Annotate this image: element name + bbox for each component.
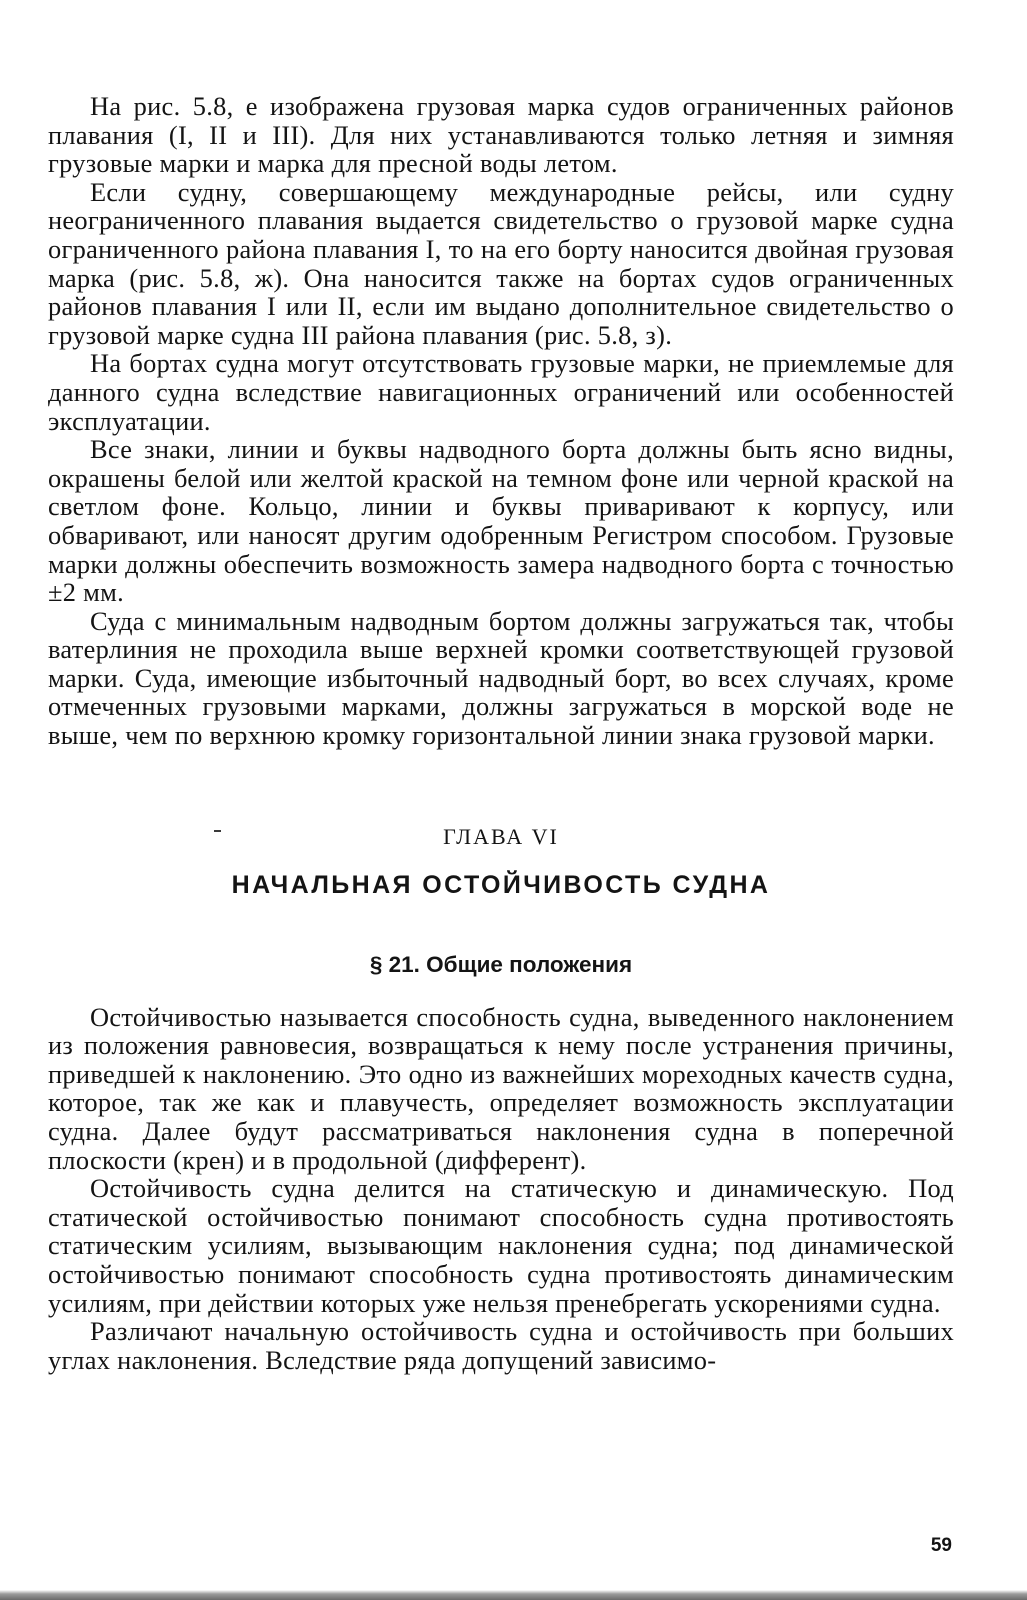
print-speck bbox=[214, 830, 221, 832]
page-number: 59 bbox=[930, 1535, 952, 1556]
paragraph-initial-stability: Различают начальную остойчивость судна и остойчивость при больших углах наклонения. Вследствие ряда допущений зависимо- bbox=[48, 1316, 954, 1375]
paragraph-absent-load-marks: На бортах судна могут отсутствовать грузовые марки, не приемлемые для данного судна вследствие навигационных ограничений или особенностей эксплуатации. bbox=[48, 348, 954, 436]
paragraph-double-load-mark: Если судну, совершающему международные рейсы, или судну неограниченного плавания выдается свидетельство о грузовой марке судна ограниченного района плавания I, то на его борту наносится двойная грузовая марка (рис. 5.8, ж). Она наносится также на бортах судов ограниченных районов плавания I или II, если им выдано дополнительное свидетельство о грузовой марке судна III района плавания (рис. 5.8, з). bbox=[48, 176, 954, 350]
paragraph-static-dynamic-stability: Остойчивость судна делится на статическую и динамическую. Под статической остойчивостью понимают способность судна противостоять статическим усилиям, вызывающим наклонения судна; под динамической остойчивостью понимают способность судна противостоять динамическим усилиям, при действии которых уже нельзя пренебрегать ускорениями судна. bbox=[48, 1173, 954, 1318]
chapter-label: ГЛАВА VI bbox=[443, 823, 559, 849]
section-title: § 21. Общие положения bbox=[369, 951, 633, 977]
paragraph-marking-requirements: Все знаки, линии и буквы надводного борта должны быть ясно видны, окрашены белой или желтой краской на темном фоне или черной краской на светлом фоне. Кольцо, линии и буквы приваривают к корпусу, или обваривают, или наносят другим одобренным Регистром способом. Грузовые марки должны обеспечить возможность замера надводного борта с точностью ±2 мм. bbox=[48, 434, 954, 608]
paragraph-stability-definition: Остойчивостью называется способность судна, выведенного наклонением из положения равновесия, возвращаться к нему после устранения причины, приведшей к наклонению. Это одно из важнейших мореходных качеств судна, которое, так же как и плавучесть, определяет возможность эксплуатации судна. Далее будут рассматриваться наклонения судна в поперечной плоскости (крен) и в продольной (дифферент). bbox=[48, 1001, 954, 1175]
paragraph-loading-rules: Суда с минимальным надводным бортом должны загружаться так, чтобы ватерлиния не проходила выше верхней кромки соответствующей грузовой марки. Суда, имеющие избыточный надводный борт, во всех случаях, кроме отмеченных грузовыми марками, должны загружаться в морской воде не выше, чем по верхнюю кромку горизонтальной линии знака грузовой марки. bbox=[48, 605, 954, 751]
chapter-spacer bbox=[48, 750, 954, 823]
chapter-title: НАЧАЛЬНАЯ ОСТОЙЧИВОСТЬ СУДНА bbox=[231, 870, 771, 899]
book-page bbox=[48, 92, 954, 1374]
scan-bottom-edge bbox=[0, 1590, 1027, 1600]
paragraph-load-marks-limited-areas: На рис. 5.8, е изображена грузовая марка судов ограниченных районов плавания (I, II и III). Для них устанавливаются только летняя и зимняя грузовые марки и марка для пресной воды летом. bbox=[48, 91, 954, 179]
